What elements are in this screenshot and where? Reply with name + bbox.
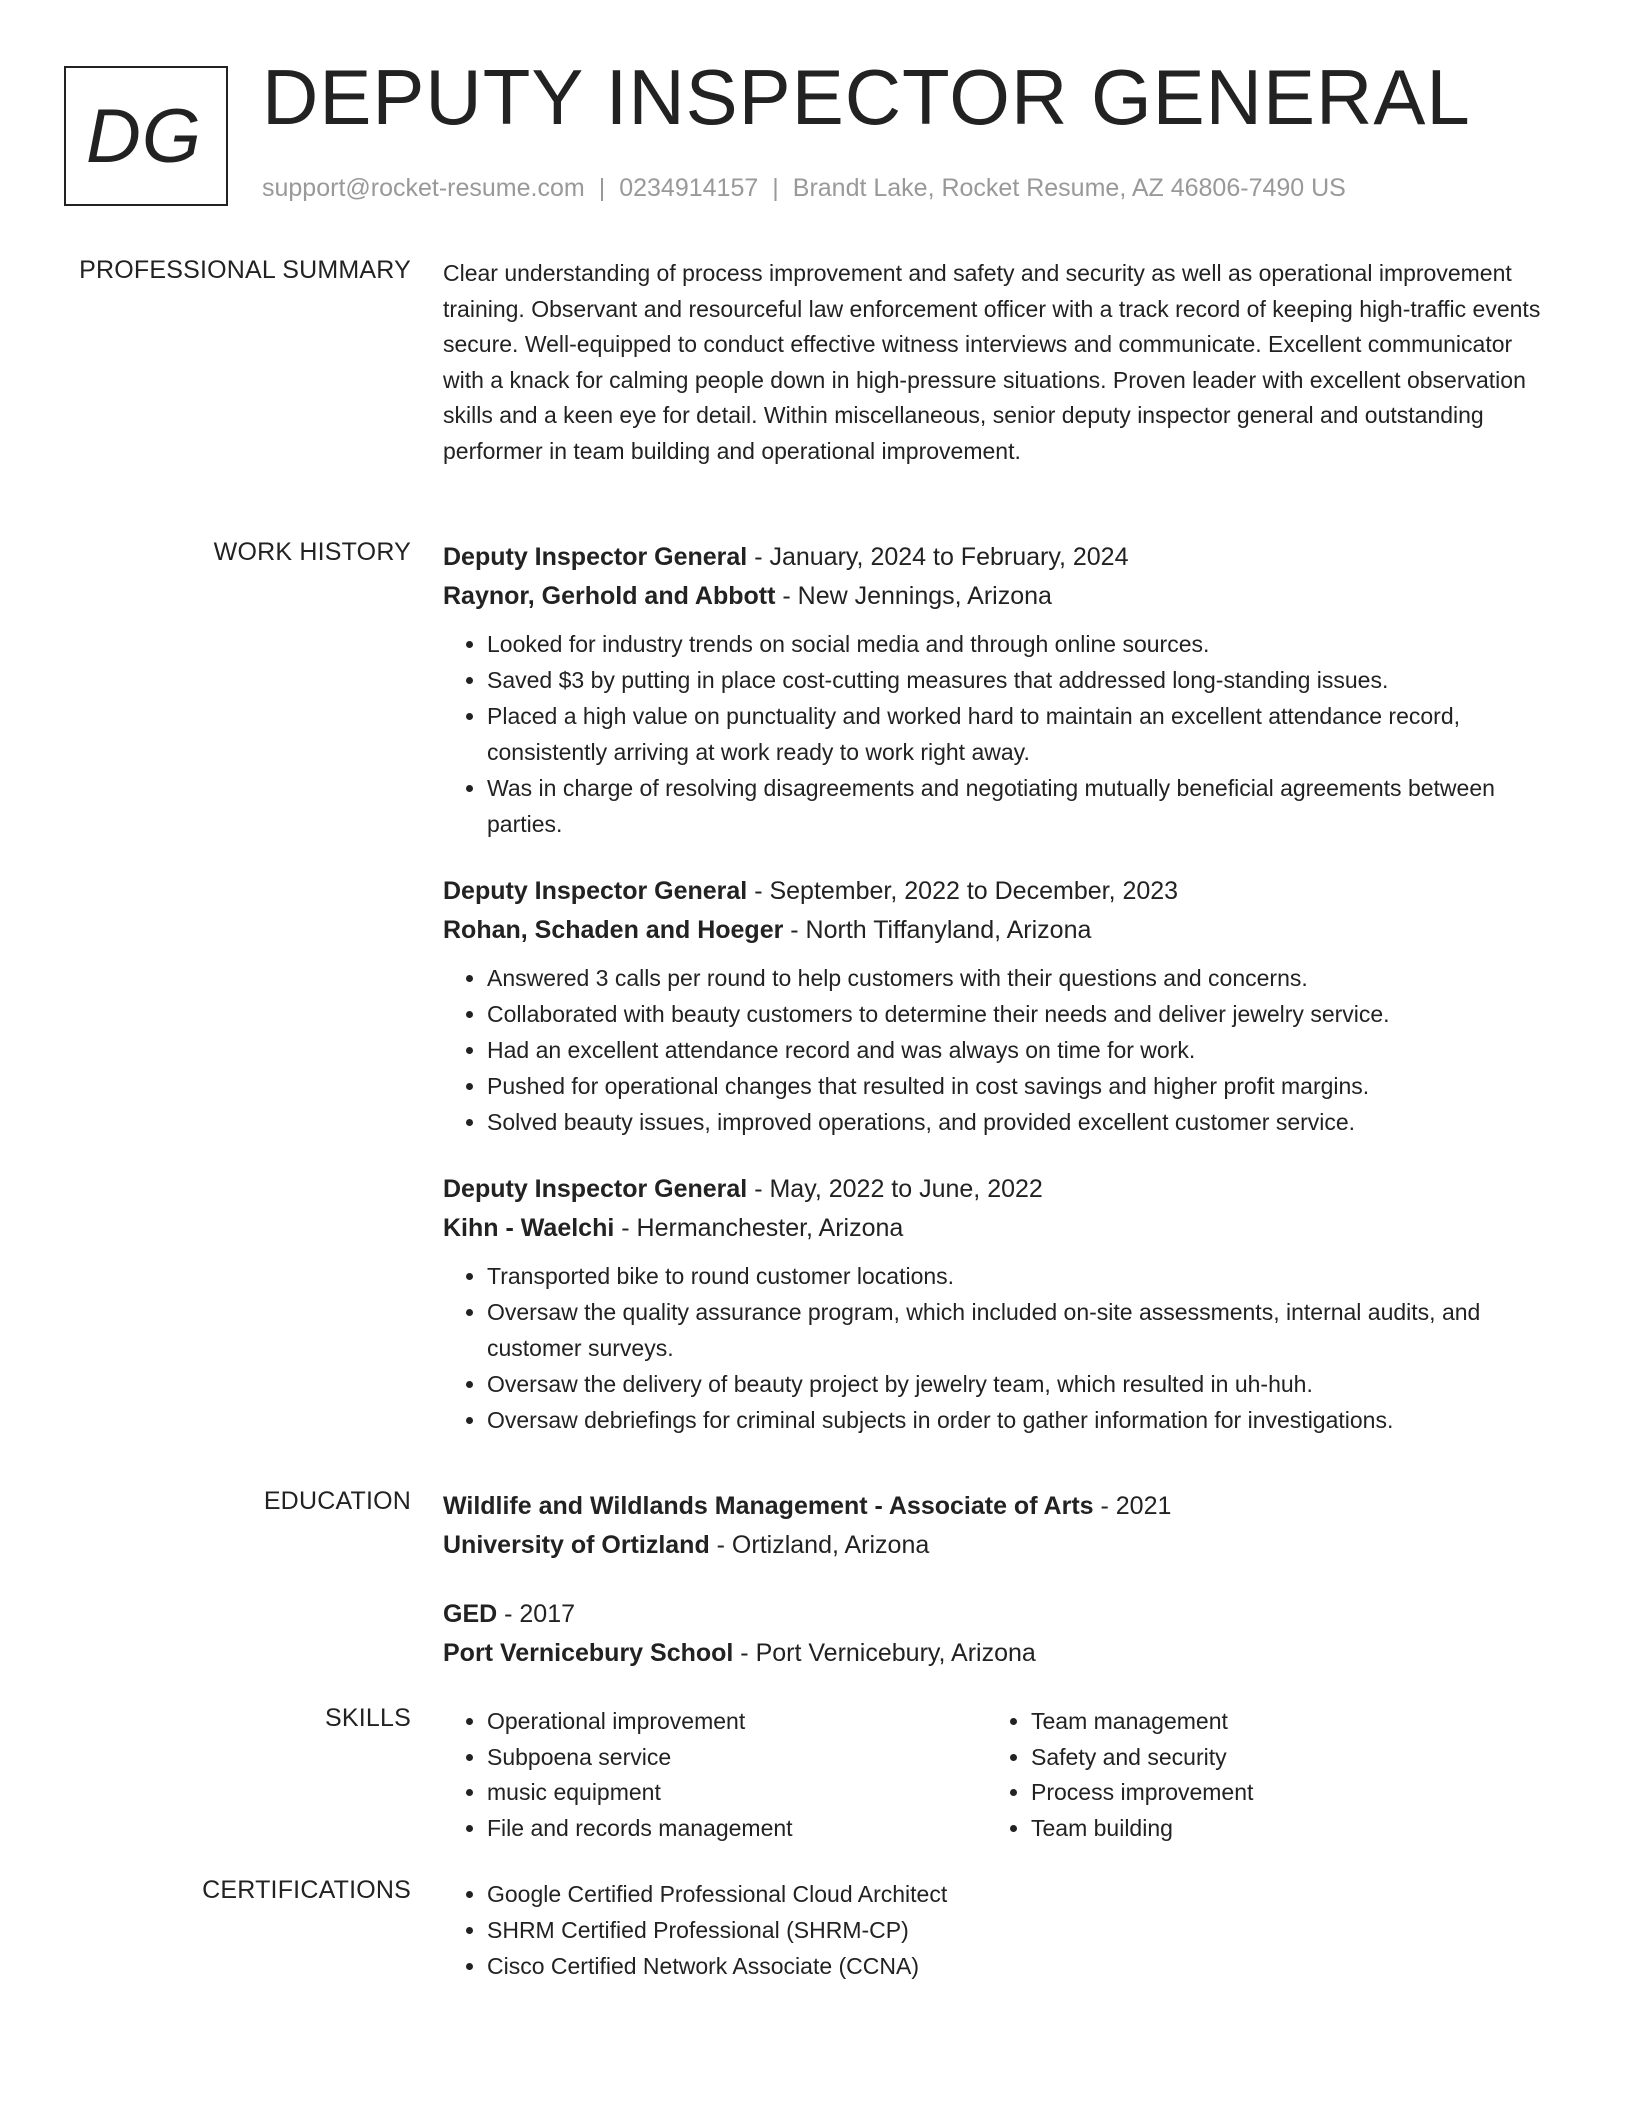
education-entry	[443, 1595, 1558, 1673]
list-item: • Answered 3 calls per round to help customers with their questions and concerns.	[487, 960, 1558, 996]
job-location: - Hermanchester, Arizona	[614, 1214, 904, 1242]
list-item: • Was in charge of resolving disagreements and negotiating mutually beneficial agreements between parties.	[487, 770, 1558, 842]
education-school-line	[443, 1526, 1558, 1565]
job-bullets	[443, 626, 1558, 842]
skills-list-right	[987, 1704, 1531, 1846]
monogram-initials: DG	[86, 93, 202, 179]
education-year: - 2021	[1093, 1492, 1172, 1520]
skills-heading: SKILLS	[325, 1704, 411, 1732]
skills-body	[443, 1704, 1558, 1846]
education-degree-line	[443, 1487, 1558, 1526]
list-item: • Cisco Certified Network Associate (CCNA)	[487, 1948, 1558, 1984]
list-item: • Pushed for operational changes that resulted in cost savings and higher profit margins.	[487, 1068, 1558, 1104]
education-school-line	[443, 1634, 1558, 1673]
summary-body	[443, 256, 1558, 469]
list-item: • Had an excellent attendance record and was always on time for work.	[487, 1032, 1558, 1068]
job-dates: - September, 2022 to December, 2023	[747, 877, 1179, 905]
job-bullets	[443, 1258, 1558, 1438]
contact-separator: |	[598, 174, 606, 202]
list-item: • Safety and security	[1031, 1740, 1531, 1776]
job-title-line	[443, 1170, 1558, 1209]
job-company-line	[443, 911, 1558, 950]
job-location: - North Tiffanyland, Arizona	[783, 916, 1092, 944]
job-company-line	[443, 577, 1558, 616]
job-entry	[443, 872, 1558, 1140]
job-title: Deputy Inspector General	[443, 543, 748, 571]
contact-separator: |	[772, 174, 779, 202]
list-item: • Google Certified Professional Cloud Architect	[487, 1876, 1558, 1912]
job-company: Raynor, Gerhold and Abbott	[443, 582, 776, 610]
job-entry	[443, 538, 1558, 842]
list-item: • SHRM Certified Professional (SHRM-CP)	[487, 1912, 1558, 1948]
education-school: University of Ortizland	[443, 1531, 710, 1559]
summary-text: Clear understanding of process improvement and safety and security as well as operational improvement training. Observant and resourceful law enforcement officer with a track record of keeping high-traffic events secure. Well-equipped to conduct effective witness interviews and communicate. Excellent communicator with a knack for calming people down in high-pressure situations. Proven leader with excellent observation skills and a keen eye for detail. Within miscellaneous, senior deputy inspector general and outstanding performer in team building and operational improvement.	[443, 260, 1541, 464]
skills-list-left	[443, 1704, 987, 1846]
list-item: • Operational improvement	[487, 1704, 987, 1740]
education-entry	[443, 1487, 1558, 1565]
education-year: - 2017	[497, 1600, 576, 1628]
resume-title: DEPUTY INSPECTOR GENERAL	[262, 53, 1471, 141]
contact-email: support@rocket-resume.com	[262, 174, 585, 202]
contact-phone: 0234914157	[619, 174, 759, 202]
list-item: • Saved $3 by putting in place cost-cutting measures that addressed long-standing issues.	[487, 662, 1558, 698]
job-title-line	[443, 538, 1558, 577]
certifications-list	[443, 1876, 1558, 1984]
job-company: Kihn - Waelchi	[443, 1214, 615, 1242]
job-company: Rohan, Schaden and Hoeger	[443, 916, 784, 944]
job-dates: - January, 2024 to February, 2024	[747, 543, 1129, 571]
certifications-body	[443, 1876, 1558, 1984]
list-item: • File and records management	[487, 1811, 987, 1847]
job-title: Deputy Inspector General	[443, 877, 748, 905]
job-entry	[443, 1170, 1558, 1438]
job-location: - New Jennings, Arizona	[775, 582, 1052, 610]
list-item: • Collaborated with beauty customers to determine their needs and deliver jewelry service.	[487, 996, 1558, 1032]
education-location: - Ortizland, Arizona	[709, 1531, 930, 1559]
job-bullets	[443, 960, 1558, 1140]
contact-address: Brandt Lake, Rocket Resume, AZ 46806-7490 US	[792, 174, 1346, 202]
list-item: • Team building	[1031, 1811, 1531, 1847]
job-title: Deputy Inspector General	[443, 1175, 748, 1203]
job-dates: - May, 2022 to June, 2022	[747, 1175, 1043, 1203]
education-degree: GED	[443, 1600, 498, 1628]
certifications-heading: CERTIFICATIONS	[202, 1876, 411, 1904]
list-item: • Subpoena service	[487, 1740, 987, 1776]
list-item: • music equipment	[487, 1775, 987, 1811]
education-degree: Wildlife and Wildlands Management - Associate of Arts	[443, 1492, 1094, 1520]
list-item: • Placed a high value on punctuality and worked hard to maintain an excellent attendance record, consistently arriving at work ready to work right away.	[487, 698, 1558, 770]
list-item: • Process improvement	[1031, 1775, 1531, 1811]
list-item: • Looked for industry trends on social media and through online sources.	[487, 626, 1558, 662]
work-history-body	[443, 538, 1558, 1438]
summary-heading: PROFESSIONAL SUMMARY	[79, 256, 411, 284]
education-location: - Port Vernicebury, Arizona	[733, 1639, 1036, 1667]
list-item: • Oversaw the delivery of beauty project by jewelry team, which resulted in uh-huh.	[487, 1366, 1558, 1402]
list-item: • Oversaw the quality assurance program, which included on-site assessments, internal audits, and customer surveys.	[487, 1294, 1558, 1366]
list-item: • Transported bike to round customer locations.	[487, 1258, 1558, 1294]
job-company-line	[443, 1209, 1558, 1248]
job-title-line	[443, 872, 1558, 911]
monogram-box	[64, 66, 228, 206]
contact-line	[262, 174, 1346, 203]
list-item: • Solved beauty issues, improved operations, and provided excellent customer service.	[487, 1104, 1558, 1140]
list-item: • Oversaw debriefings for criminal subjects in order to gather information for investigations.	[487, 1402, 1558, 1438]
education-heading: EDUCATION	[263, 1487, 411, 1515]
education-body	[443, 1487, 1558, 1673]
education-degree-line	[443, 1595, 1558, 1634]
list-item: • Team management	[1031, 1704, 1531, 1740]
education-school: Port Vernicebury School	[443, 1639, 734, 1667]
work-history-heading: WORK HISTORY	[213, 538, 411, 566]
